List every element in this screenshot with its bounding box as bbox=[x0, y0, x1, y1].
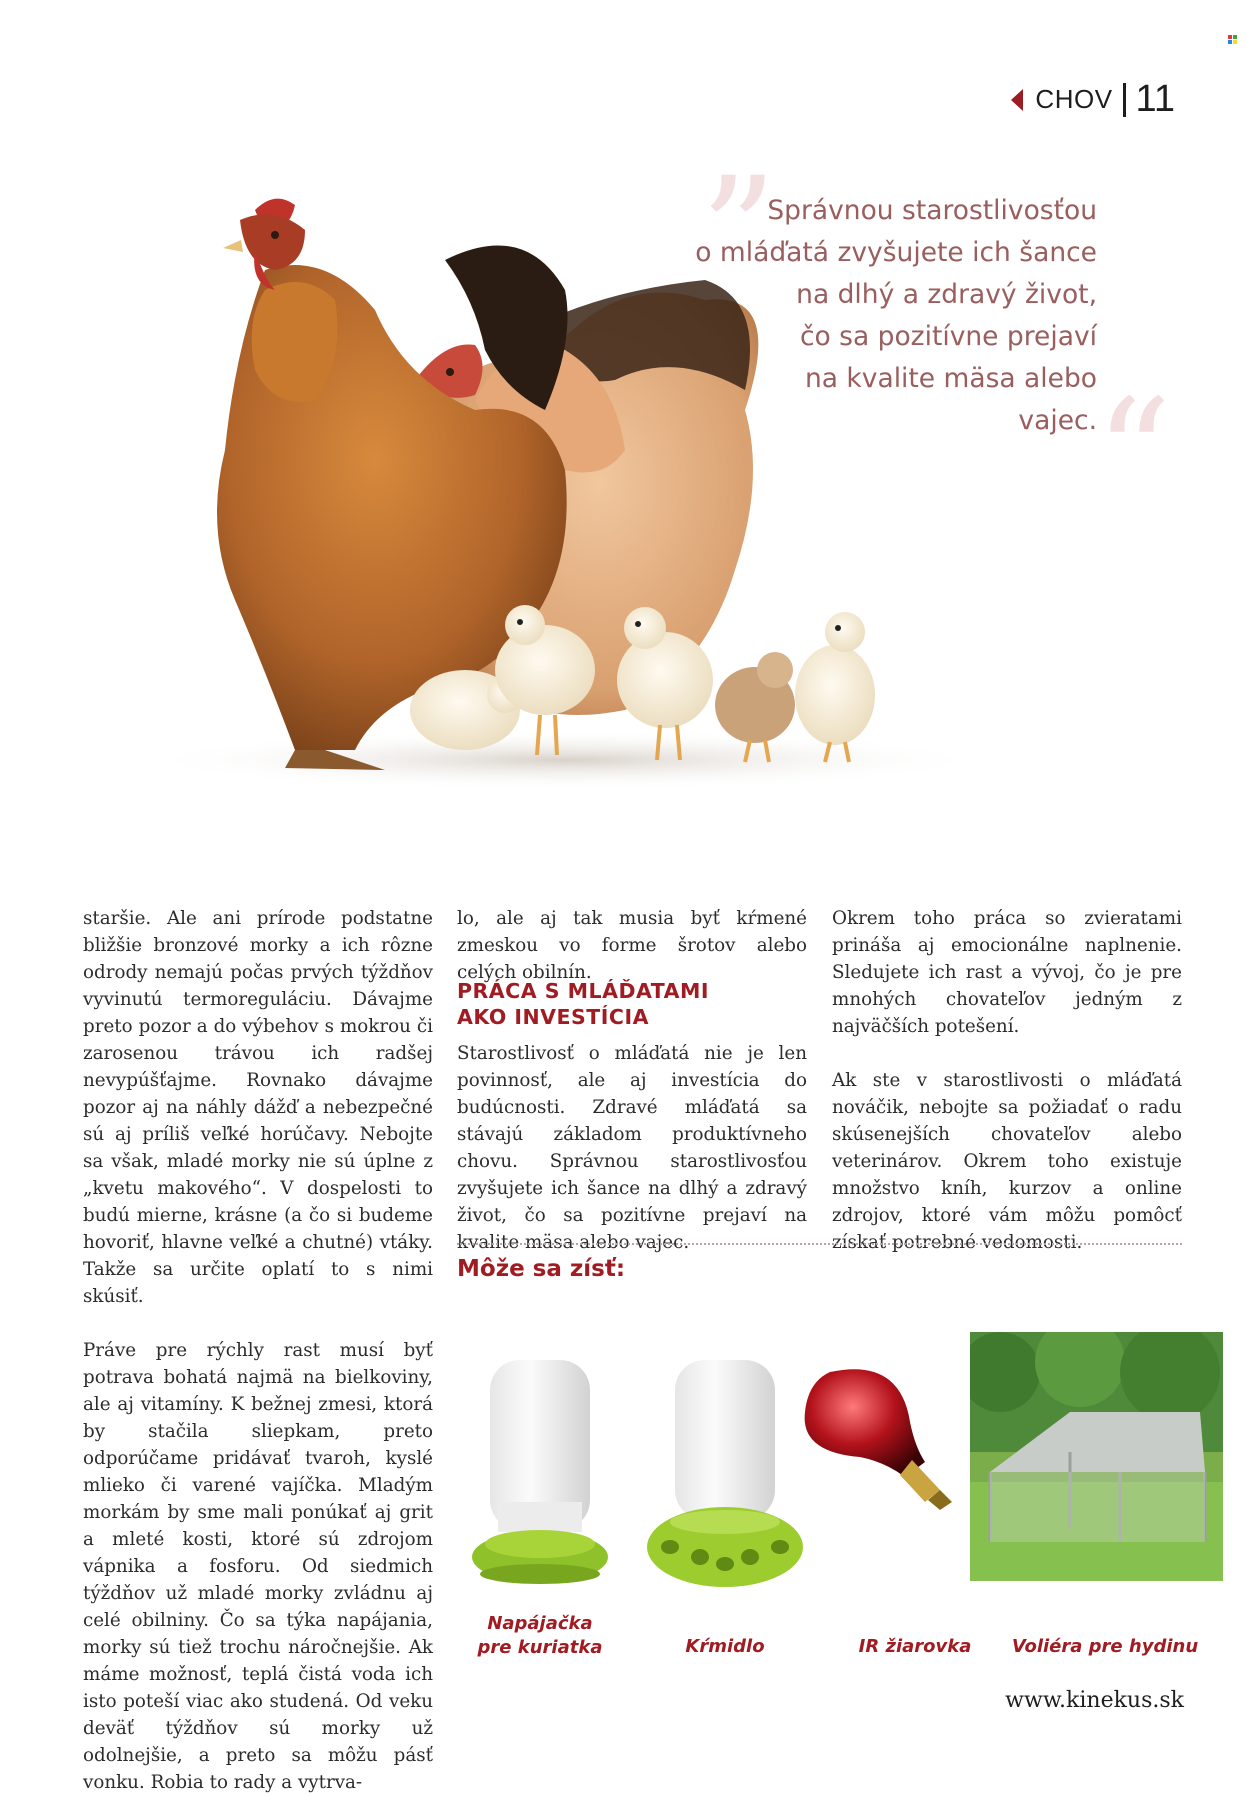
product-label-feeder: Kŕmidlo bbox=[685, 1636, 765, 1657]
product-label-line: Napájačka bbox=[487, 1613, 593, 1634]
section-heading-line: AKO INVESTÍCIA bbox=[457, 1005, 649, 1029]
pull-quote-line: vajec. bbox=[1018, 405, 1097, 436]
paragraph: Okrem toho práca so zvieratami prináša aj emocionálne naplnenie. Sledujete ich rast a vývoj, čo je pre mnohých chovateľov jedným z najväčších potešení. bbox=[832, 908, 1182, 1037]
product-label-drinker bbox=[465, 1612, 615, 1660]
print-color-mark bbox=[1228, 35, 1237, 44]
pull-quote bbox=[637, 190, 1097, 442]
pull-quote-line: na kvalite mäsa alebo bbox=[804, 363, 1097, 394]
article-column-3 bbox=[832, 905, 1182, 1256]
chevron-left-icon bbox=[1011, 89, 1023, 111]
article-column-2-body bbox=[457, 1040, 807, 1256]
paragraph: staršie. Ale ani prírode podstatne bližšie bronzové morky a ich rôzne odrody nemajú počas prvých týždňov vyvinutú termoreguláciu. Dávajme preto pozor a do výbehov s mokrou či zarosenou trávou ich radšej nevypúšťajme. Rovnako dávajme pozor aj na náhly dážď a nebezpečné sú aj príliš veľké horúčavy. Nebojte sa však, mladé morky nie sú úplne z „kvetu makového“. V dospelosti to budú mierne, krásne (a čo si budeme hovoriť, hlavne veľké a chutné) vtáky. Takže sa určite oplatí to s nimi skúsiť. bbox=[83, 908, 433, 1307]
page-number: 11 bbox=[1135, 78, 1175, 120]
chick-drinker-image bbox=[470, 1352, 610, 1592]
paragraph: lo, ale aj tak musia byť kŕmené zmeskou vo forme šrotov alebo celých obilnín. bbox=[457, 908, 807, 983]
poultry-aviary-image bbox=[970, 1332, 1223, 1581]
website-url[interactable]: www.kinekus.sk bbox=[1005, 1688, 1184, 1713]
chick-feeder-image bbox=[645, 1352, 805, 1592]
ir-bulb-image bbox=[790, 1362, 965, 1512]
products-title: Môže sa zísť: bbox=[457, 1256, 626, 1282]
page-header bbox=[1011, 78, 1175, 121]
product-label-line: pre kuriatka bbox=[477, 1637, 603, 1658]
quote-open-mark: ” bbox=[700, 146, 777, 320]
paragraph: Ak ste v starostlivosti o mláďatá nováčik, nebojte sa požiadať o radu skúsenejších chovateľov alebo veterinárov. Okrem toho existuje množstvo kníh, kurzov a online zdrojov, ktoré vám môžu pomôcť získať potrebné vedomosti. bbox=[832, 1070, 1182, 1253]
header-divider bbox=[1123, 83, 1126, 117]
product-label-bulb: IR žiarovka bbox=[858, 1636, 972, 1657]
article-column-2 bbox=[457, 905, 807, 986]
section-heading bbox=[457, 978, 807, 1030]
pull-quote-line: na dlhý a zdravý život, bbox=[796, 279, 1097, 310]
article-column-1 bbox=[83, 905, 433, 1796]
paragraph: Starostlivosť o mláďatá nie je len povinnosť, ale aj investícia do budúcnosti. Zdravé mláďatá sa stávajú základom produktívneho chovu. Správnou starostlivosťou zvyšujete ich šance na dlhý a zdravý život, čo sa pozitívne prejaví na kvalite mäsa alebo vajec. bbox=[457, 1043, 807, 1253]
pull-quote-line: o mláďatá zvyšujete ich šance bbox=[695, 237, 1097, 268]
quote-close-mark: “ bbox=[1095, 368, 1172, 542]
section-heading-line: PRÁCA S MLÁĎATAMI bbox=[457, 979, 710, 1003]
product-label-aviary: Voliéra pre hydinu bbox=[1011, 1636, 1199, 1657]
section-name: CHOV bbox=[1035, 84, 1113, 114]
pull-quote-line: Správnou starostlivosťou bbox=[767, 195, 1097, 226]
section-divider bbox=[457, 1243, 1182, 1245]
pull-quote-line: čo sa pozitívne prejaví bbox=[799, 321, 1097, 352]
paragraph: Práve pre rýchly rast musí byť potrava bohatá najmä na bielkoviny, ale aj vitamíny. K bežnej zmesi, ktorá by stačila sliepkam, preto odporúčame pridávať tvaroh, kyslé mlieko či varené vajíčka. Mladým morkám by sme mali ponúkať aj grit a mleté kosti, ktoré sú zdrojom vápnika a fosforu. Od siedmich týždňov už mladé morky zvládnu aj celé obilniny. Čo sa týka napájania, morky sú tiež trochu náročnejšie. Ak máme možnosť, teplá čistá voda ich isto poteší viac ako studená. Od veku deväť týždňov sú morky už odolnejšie, a preto sa môžu pásť vonku. Robia to rady a vytrva- bbox=[83, 1340, 433, 1793]
